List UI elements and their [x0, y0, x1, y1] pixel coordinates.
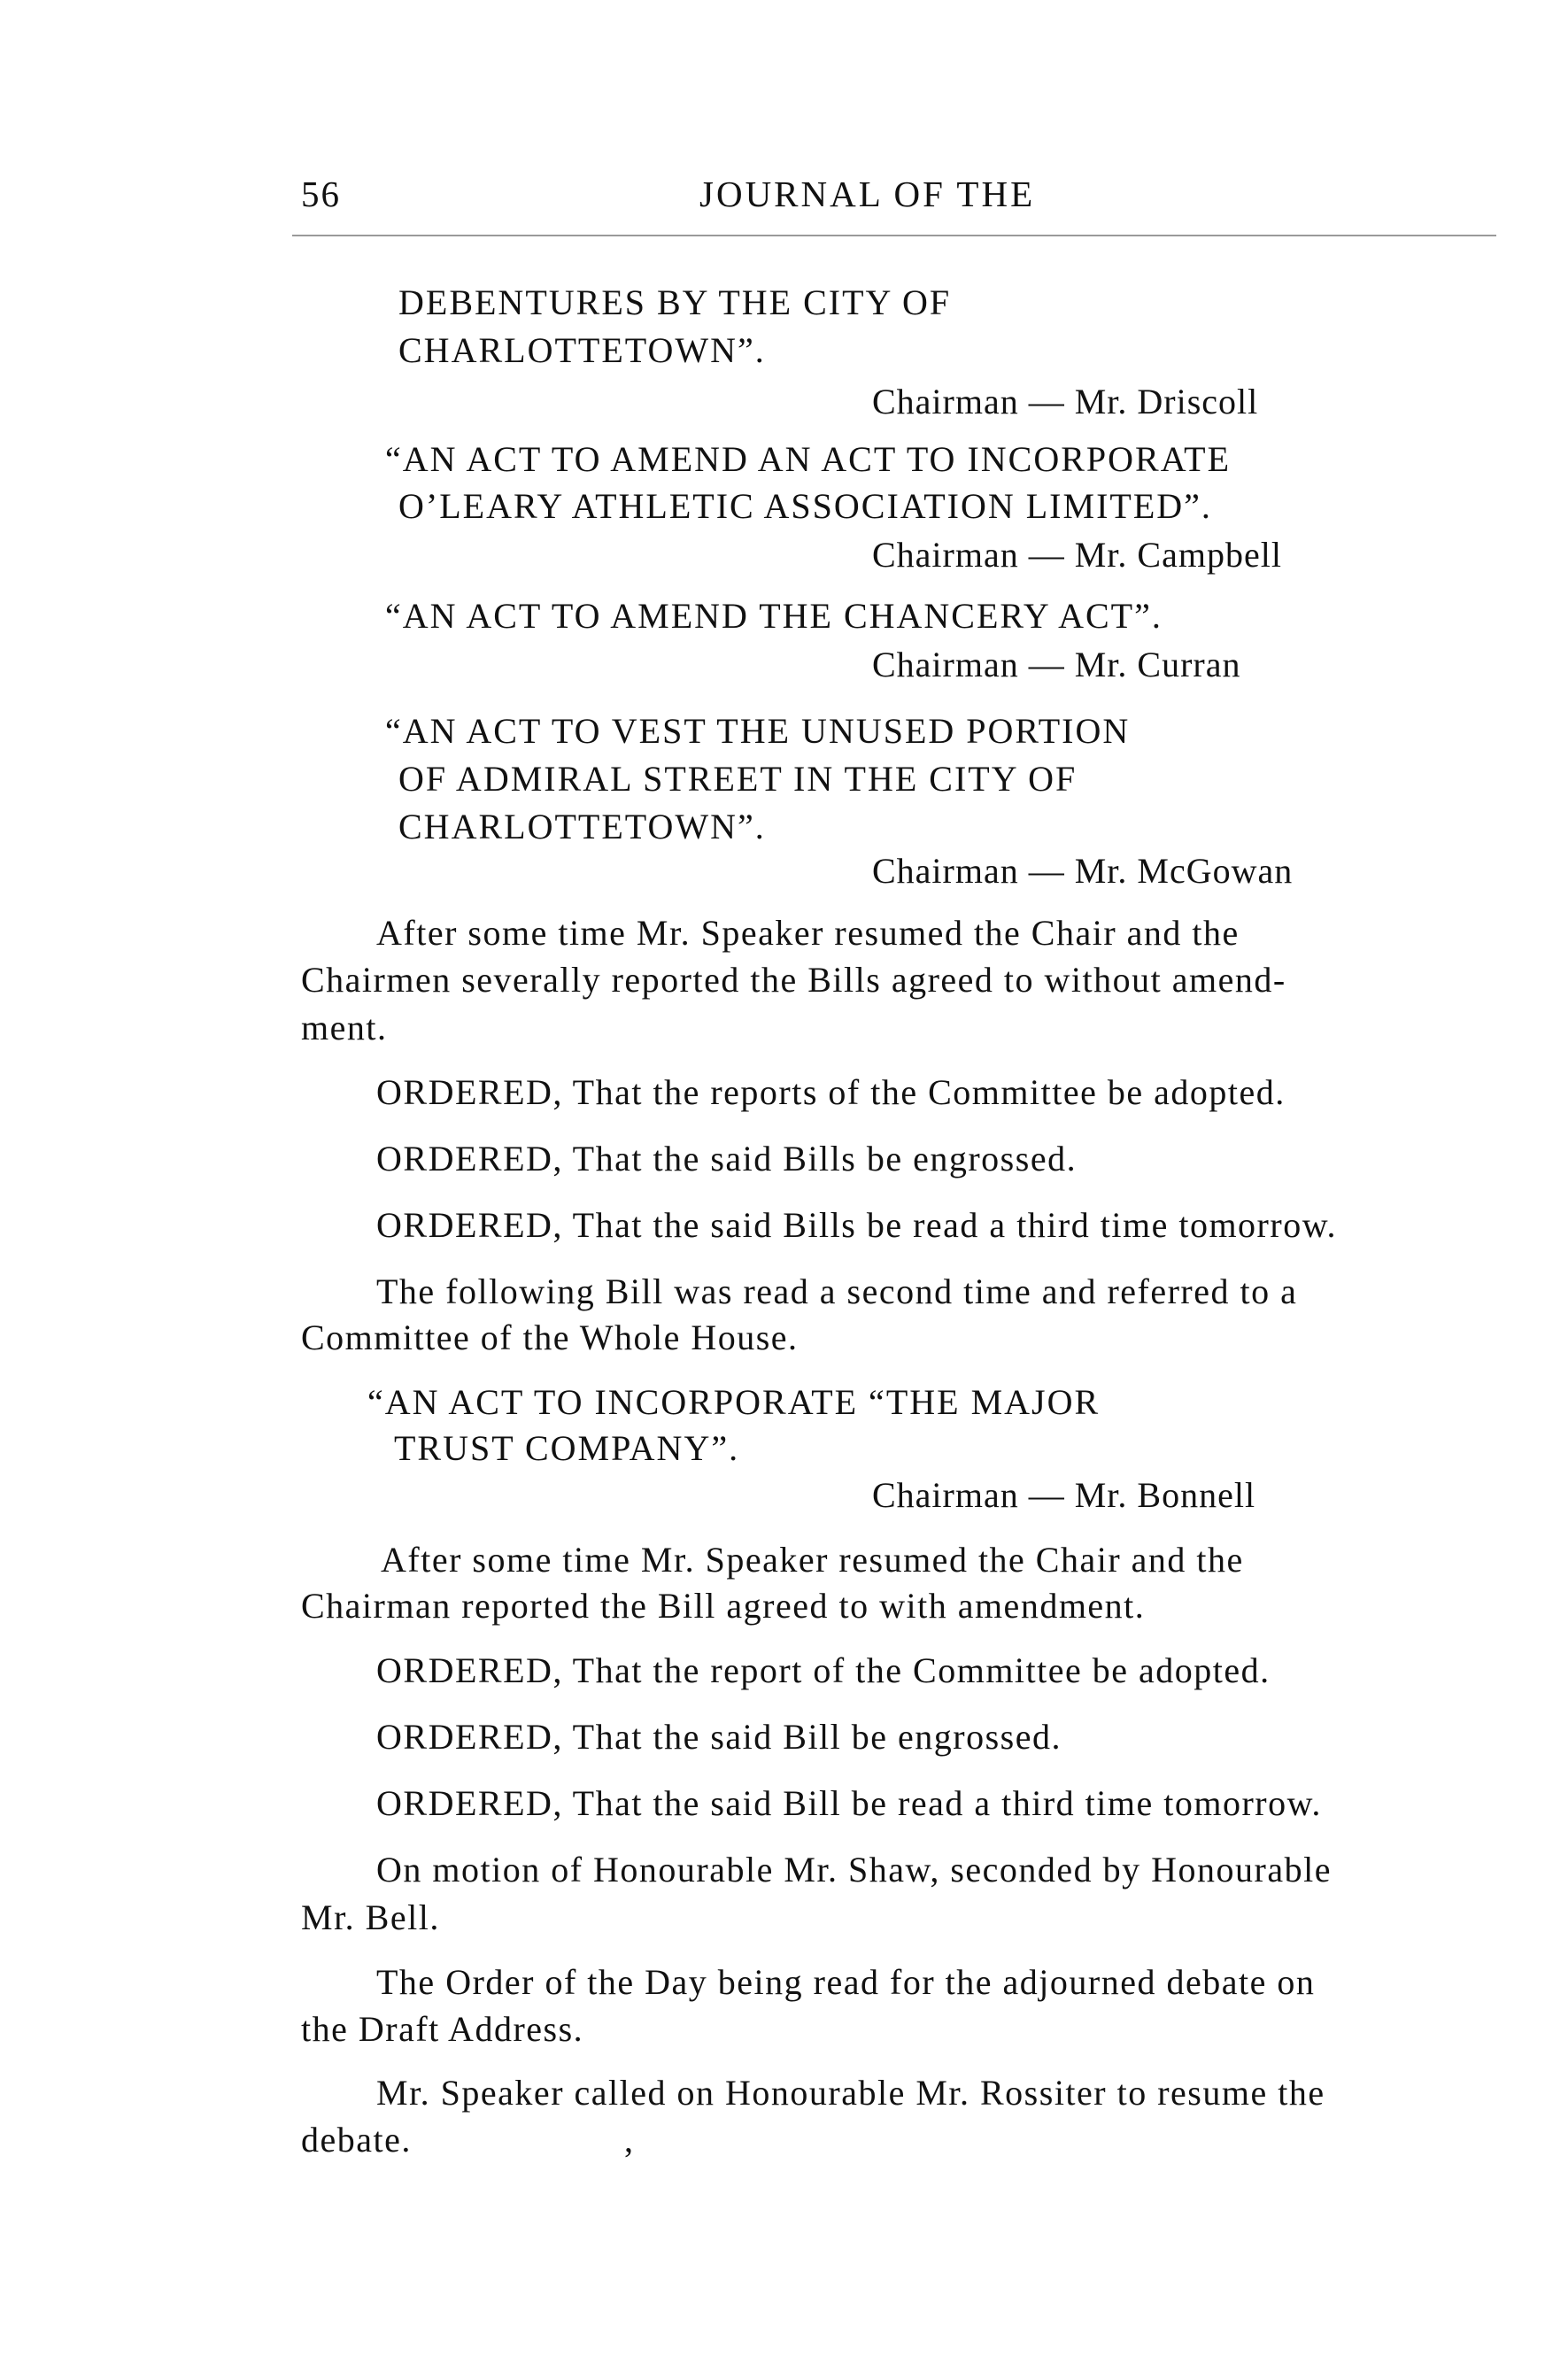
ordered-line: ORDERED, That the said Bill be read a third time tomorrow. [376, 1783, 1322, 1823]
paragraph-line: On motion of Honourable Mr. Shaw, seconded by Honourable [376, 1850, 1332, 1889]
ordered-line: ORDERED, That the report of the Committee be adopted. [376, 1650, 1271, 1690]
paragraph-line: Mr. Speaker called on Honourable Mr. Rossiter to resume the [376, 2073, 1325, 2113]
bill-title-line: CHARLOTTETOWN”. [398, 330, 766, 370]
bill-title-line: “AN ACT TO INCORPORATE “THE MAJOR [367, 1382, 1101, 1422]
bill-title-line: O’LEARY ATHLETIC ASSOCIATION LIMITED”. [398, 486, 1212, 526]
bill-title-line: “AN ACT TO VEST THE UNUSED PORTION [385, 711, 1131, 751]
bill-title-line: TRUST COMPANY”. [394, 1428, 740, 1468]
paragraph-line: Mr. Bell. [301, 1897, 440, 1937]
header-rule [292, 235, 1496, 236]
chairman-line: Chairman — Mr. McGowan [872, 851, 1294, 891]
paragraph-line: Chairmen severally reported the Bills agreed to without amend- [301, 960, 1286, 1000]
paragraph-line: The Order of the Day being read for the adjourned debate on [376, 1962, 1316, 2002]
page-number: 56 [301, 174, 341, 214]
bill-title-line: DEBENTURES BY THE CITY OF [398, 282, 952, 322]
ordered-line: ORDERED, That the said Bills be engrossed. [376, 1139, 1078, 1178]
bill-title-line: CHARLOTTETOWN”. [398, 807, 766, 846]
bill-title-line: “AN ACT TO AMEND AN ACT TO INCORPORATE [385, 439, 1232, 479]
paragraph-line: Chairman reported the Bill agreed to with amendment. [301, 1586, 1146, 1626]
ordered-line: ORDERED, That the reports of the Committee be adopted. [376, 1072, 1286, 1112]
page-header [301, 173, 1487, 226]
paragraph-line: Committee of the Whole House. [301, 1318, 799, 1357]
chairman-line: Chairman — Mr. Curran [872, 645, 1241, 684]
paragraph-line: the Draft Address. [301, 2009, 584, 2049]
chairman-line: Chairman — Mr. Campbell [872, 535, 1282, 575]
chairman-line: Chairman — Mr. Bonnell [872, 1475, 1256, 1515]
ordered-line: ORDERED, That the said Bill be engrossed. [376, 1717, 1062, 1757]
paragraph-line: ment. [301, 1008, 388, 1047]
paragraph-line: debate. [301, 2120, 412, 2160]
bill-title-line: “AN ACT TO AMEND THE CHANCERY ACT”. [385, 596, 1163, 636]
stray-comma-mark: , [624, 2120, 633, 2160]
bill-title-line: OF ADMIRAL STREET IN THE CITY OF [398, 759, 1078, 799]
chairman-line: Chairman — Mr. Driscoll [872, 382, 1259, 421]
running-head: JOURNAL OF THE [699, 174, 1036, 214]
paragraph-line: The following Bill was read a second time and referred to a [376, 1271, 1298, 1311]
paragraph-line: After some time Mr. Speaker resumed the Chair and the [381, 1540, 1244, 1580]
ordered-line: ORDERED, That the said Bills be read a third time tomorrow. [376, 1205, 1337, 1245]
paragraph-line: After some time Mr. Speaker resumed the Chair and the [376, 913, 1240, 953]
